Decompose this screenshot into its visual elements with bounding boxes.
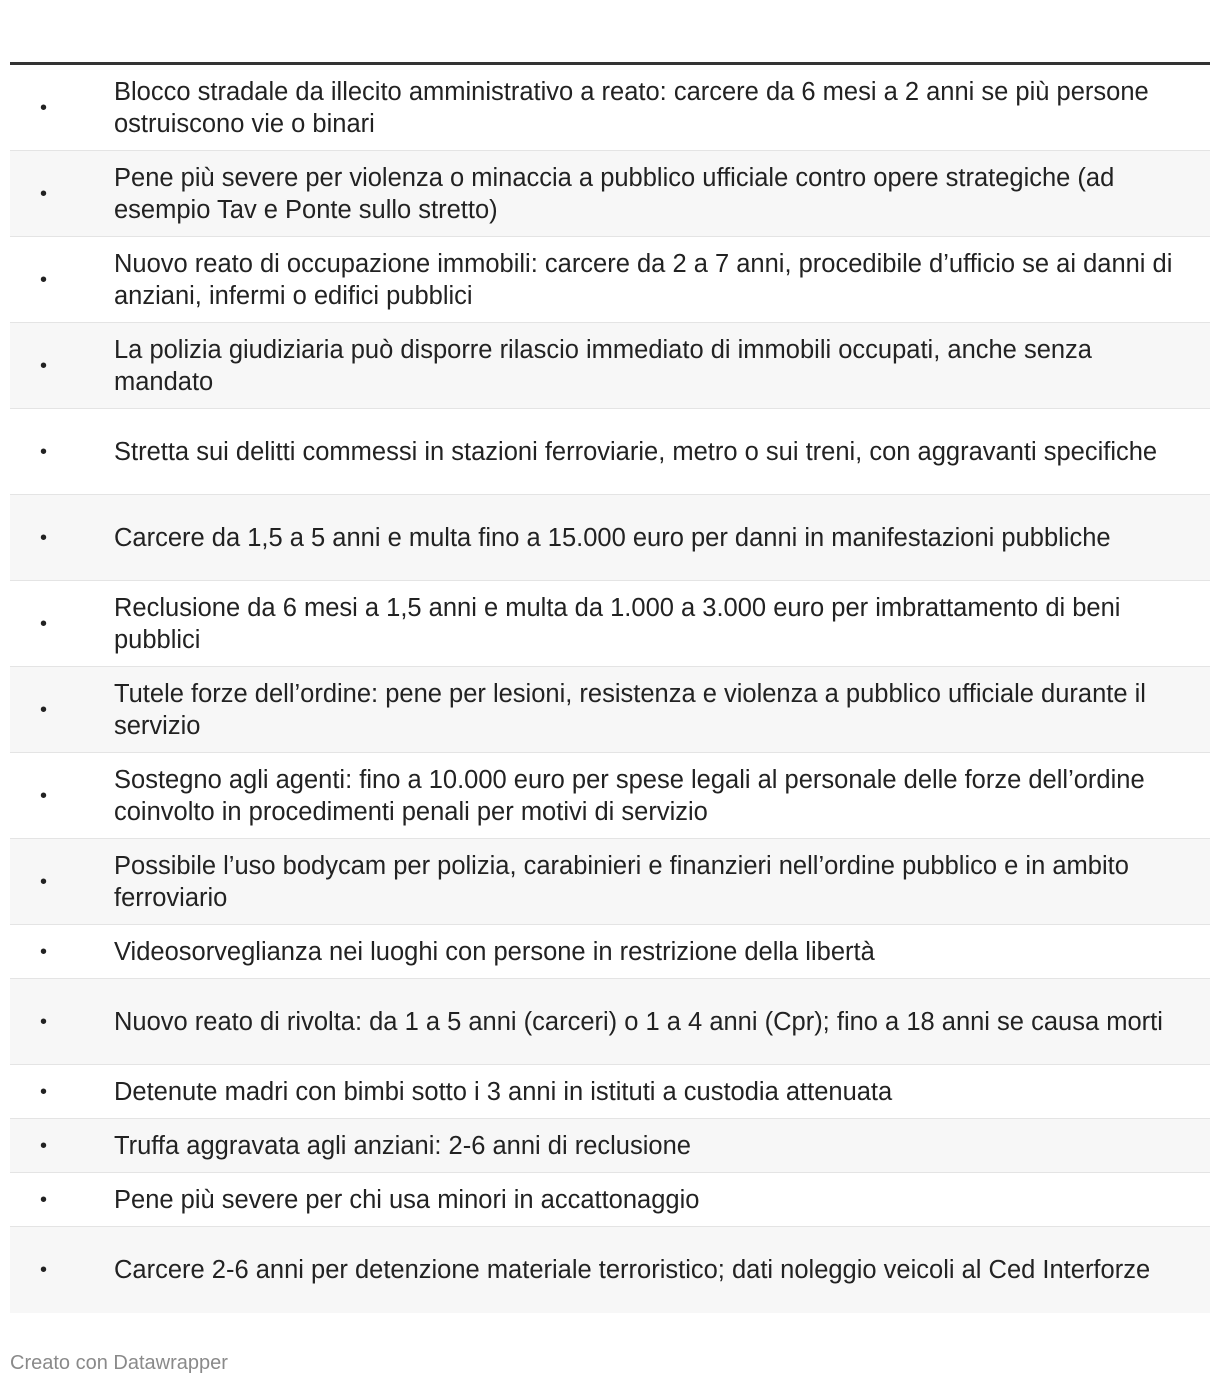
table-row [10,1119,1210,1173]
bullet-icon: • [40,698,48,721]
bullet-icon: • [40,1188,48,1211]
bullet-icon: • [40,1259,48,1281]
table-row [10,151,1210,237]
table-row [10,1173,1210,1227]
table-row [10,237,1210,323]
table-row [10,1065,1210,1119]
row-text: Pene più severe per chi usa minori in accattonaggio [114,1185,700,1214]
row-text: Possibile l’uso bodycam per polizia, carabinieri e finanzieri nell’ordine pubblico e in ambito ferroviario [114,851,1129,912]
measures-table [10,62,1210,1313]
bullet-icon: • [40,526,48,549]
bullet-icon: • [40,1134,48,1157]
bullet-icon: • [40,1010,48,1033]
bullet-icon: • [40,784,48,807]
table-row [10,925,1210,979]
row-text: Pene più severe per violenza o minaccia a pubblico ufficiale contro opere strategiche (ad esempio Tav e Ponte sullo stretto) [114,163,1115,224]
row-text: Reclusione da 6 mesi a 1,5 anni e multa da 1.000 a 3.000 euro per imbrattamento di beni pubblici [114,593,1121,654]
bullet-icon: • [40,870,48,893]
bullet-icon: • [40,96,48,119]
row-text: Sostegno agli agenti: fino a 10.000 euro per spese legali al personale delle forze dell’ordine coinvolto in procedimenti penali per motivi di servizio [114,765,1145,826]
bullet-icon: • [40,612,48,635]
bullet-icon: • [40,1080,48,1103]
table-row [10,65,1210,151]
table-row [10,409,1210,495]
row-text: Carcere da 1,5 a 5 anni e multa fino a 15.000 euro per danni in manifestazioni pubbliche [114,523,1111,552]
table-row [10,979,1210,1065]
row-text: Stretta sui delitti commessi in stazioni ferroviarie, metro o sui treni, con aggravanti specifiche [114,437,1158,466]
table-row [10,839,1210,925]
row-text: Nuovo reato di occupazione immobili: carcere da 2 a 7 anni, procedibile d’ufficio se ai danni di anziani, infermi o edifici pubblici [114,249,1173,310]
bullet-icon: • [40,182,48,205]
table-row [10,495,1210,581]
row-text: Carcere 2-6 anni per detenzione materiale terroristico; dati noleggio veicoli al Ced Interforze [114,1256,1151,1284]
table-row [10,581,1210,667]
row-text: Nuovo reato di rivolta: da 1 a 5 anni (carceri) o 1 a 4 anni (Cpr); fino a 18 anni se causa morti [114,1007,1163,1036]
row-text: Tutele forze dell’ordine: pene per lesioni, resistenza e violenza a pubblico ufficiale durante il servizio [114,679,1146,740]
table-row [10,667,1210,753]
bullet-icon: • [40,440,48,463]
table-row [10,1227,1210,1313]
row-text: Truffa aggravata agli anziani: 2-6 anni di reclusione [114,1131,691,1160]
bullet-icon: • [40,354,48,377]
table-row [10,323,1210,409]
row-text: Blocco stradale da illecito amministrativo a reato: carcere da 6 mesi a 2 anni se più persone ostruiscono vie o binari [114,77,1149,138]
row-text: La polizia giudiziaria può disporre rilascio immediato di immobili occupati, anche senza mandato [114,335,1092,396]
table-row [10,753,1210,839]
row-text: Detenute madri con bimbi sotto i 3 anni in istituti a custodia attenuata [114,1077,893,1106]
bullet-icon: • [40,268,48,291]
row-text: Videosorveglianza nei luoghi con persone in restrizione della libertà [114,937,875,966]
datawrapper-credit-link[interactable]: Creato con Datawrapper [10,1352,228,1374]
bullet-icon: • [40,940,48,963]
